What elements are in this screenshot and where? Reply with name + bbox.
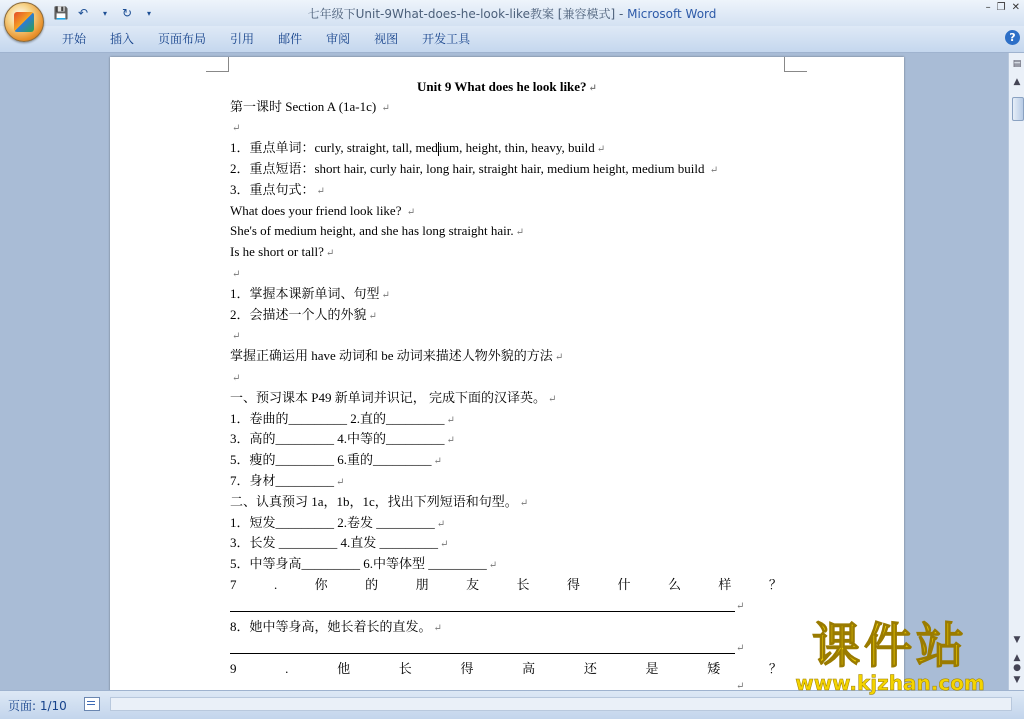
ribbon-tabs [50, 30, 482, 48]
watermark [770, 620, 1010, 694]
tab-home[interactable]: 开始 [62, 32, 87, 46]
document-workspace [0, 53, 1008, 690]
close-button[interactable]: ✕ [1011, 2, 1020, 13]
save-icon[interactable]: 💾 [53, 6, 69, 20]
app-name: Microsoft Word [627, 7, 717, 21]
doc-line: 5．瘦的_________ 6.重的_________ ↵ [230, 452, 442, 467]
tab-page-layout[interactable]: 页面布局 [158, 32, 207, 46]
redo-icon[interactable]: ↻ [121, 6, 133, 20]
doc-line: 一、预习课本 P49 新单词并识记， 完成下面的汉译英。 ↵ [230, 390, 557, 405]
paragraph-mark: ↵ [736, 681, 745, 690]
doc-line: 3．重点句式： ↵ [230, 182, 325, 197]
doc-line: 1．重点单词：curly, straight, tall, medium, height, thin, heavy, build ↵ [230, 140, 606, 155]
customize-toolbar-icon[interactable]: ▾ [146, 8, 151, 18]
doc-line: ↵ [232, 373, 241, 384]
doc-line: 2．会描述一个人的外貌 ↵ [230, 307, 377, 322]
browse-object-icon[interactable]: ● [1013, 663, 1021, 673]
office-button[interactable] [4, 2, 44, 42]
doc-line: 8．她中等身高，她长着长的直发。 ↵ [230, 619, 442, 634]
answer-line [230, 611, 735, 612]
page-indicator[interactable]: 页面: 1/10 [8, 699, 67, 713]
paragraph-mark: ↵ [736, 601, 745, 612]
scroll-thumb[interactable] [1012, 97, 1024, 121]
doc-line: 第一课时 Section A (1a-1c) ↵ [230, 99, 390, 114]
next-page-icon[interactable]: ▼ [1013, 675, 1021, 685]
crop-mark-right [784, 57, 807, 72]
ruler-toggle-icon[interactable]: ▤ [1012, 59, 1022, 69]
scroll-up-icon[interactable]: ▲ [1013, 77, 1021, 87]
ribbon [0, 26, 1024, 53]
doc-line: 掌握正确运用 have 动词和 be 动词来描述人物外貌的方法 ↵ [230, 348, 564, 363]
answer-line [230, 653, 735, 654]
tab-references[interactable]: 引用 [230, 32, 255, 46]
doc-line: What does your friend look like? ↵ [230, 203, 416, 218]
horizontal-scrollbar[interactable] [110, 697, 1012, 711]
doc-line-spread: 9 . 他 长 得 高 还 是 矮 ？ [230, 661, 782, 676]
office-logo-icon [14, 12, 34, 32]
dropdown-icon[interactable]: ▾ [102, 8, 107, 18]
tab-developer[interactable]: 开发工具 [422, 32, 471, 46]
document-title: 七年级下Unit-9What-does-he-look-like教案 [兼容模式] [307, 7, 616, 21]
tab-view[interactable]: 视图 [374, 32, 399, 46]
doc-line: ↵ [232, 331, 241, 342]
doc-line-spread: 7 . 你 的 朋 友 长 得 什 么 样 ？ [230, 577, 782, 592]
watermark-text: 课件站 [811, 618, 968, 674]
window-title [0, 5, 1024, 22]
title-separator: - [615, 7, 628, 21]
undo-icon[interactable]: ↶ [77, 6, 89, 20]
scroll-down-icon[interactable]: ▼ [1013, 635, 1021, 645]
title-bar [0, 0, 1024, 26]
vertical-scrollbar[interactable] [1008, 53, 1024, 690]
tab-review[interactable]: 审阅 [326, 32, 351, 46]
doc-line: She's of medium height, and she has long straight hair. ↵ [230, 223, 524, 238]
doc-line: 3．长发 _________ 4.直发 _________ ↵ [230, 535, 449, 550]
doc-line: 3．高的_________ 4.中等的_________ ↵ [230, 431, 455, 446]
watermark-url: www.kjzhan.com [795, 671, 985, 695]
document-heading: Unit 9 What does he look like? ↵ [417, 79, 597, 94]
paragraph-mark: ↵ [736, 643, 745, 654]
doc-line: 1．卷曲的_________ 2.直的_________ ↵ [230, 411, 455, 426]
proofing-icon[interactable] [84, 697, 100, 711]
restore-button[interactable]: ❐ [996, 2, 1006, 13]
doc-line: 二、认真预习 1a，1b，1c，找出下列短语和句型。 ↵ [230, 494, 529, 509]
tab-mailings[interactable]: 邮件 [278, 32, 303, 46]
help-icon[interactable]: ? [1005, 30, 1020, 45]
minimize-button[interactable]: – [985, 2, 991, 13]
tab-insert[interactable]: 插入 [110, 32, 135, 46]
crop-mark-left [206, 57, 229, 72]
doc-line: 1．掌握本课新单词、句型 ↵ [230, 286, 390, 301]
window-controls [986, 2, 1020, 13]
doc-line: ↵ [232, 123, 241, 134]
document-page[interactable] [110, 57, 904, 690]
doc-line: Is he short or tall? ↵ [230, 244, 335, 259]
doc-line: 5．中等身高_________ 6.中等体型 _________ ↵ [230, 556, 498, 571]
doc-line: ↵ [232, 269, 241, 280]
doc-line: 7．身材_________ ↵ [230, 473, 345, 488]
doc-line: 1．短发_________ 2.卷发 _________ ↵ [230, 515, 446, 530]
previous-page-icon[interactable]: ▲ [1013, 653, 1021, 663]
doc-line: 2．重点短语：short hair, curly hair, long hair, straight hair, medium height, medium build ↵ [230, 161, 719, 176]
